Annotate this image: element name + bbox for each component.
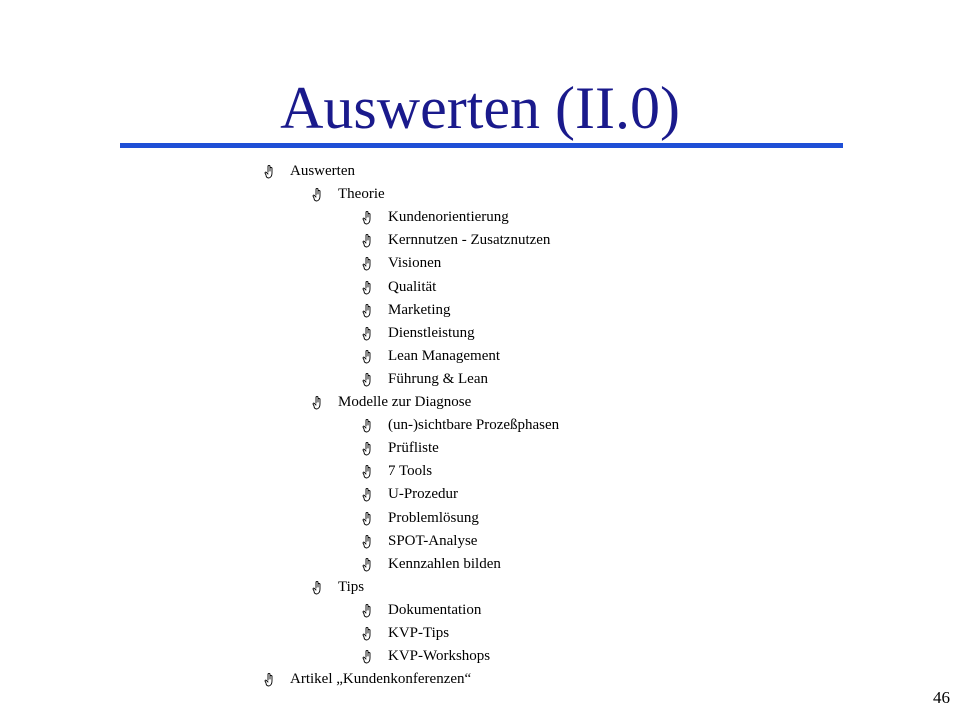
outline-item-level-3 [362, 345, 500, 368]
outline-item-label: U-Prozedur [388, 486, 458, 502]
hand-pointer-icon [362, 419, 372, 433]
outline-item-level-3 [362, 368, 488, 391]
hand-pointer-icon [362, 442, 372, 456]
hand-pointer-icon [362, 257, 372, 271]
outline-item-label: Kennzahlen bilden [388, 556, 501, 572]
outline-item-level-3 [362, 299, 450, 322]
outline-item-level-3 [362, 206, 509, 229]
outline-item-label: Problemlösung [388, 510, 479, 526]
outline-item-level-3 [362, 645, 490, 668]
hand-pointer-icon [362, 304, 372, 318]
hand-pointer-icon [362, 327, 372, 341]
outline-item-label: Führung & Lean [388, 371, 488, 387]
outline-item-label: KVP-Tips [388, 625, 450, 641]
hand-pointer-icon [362, 604, 372, 618]
outline-item-label: (un-)sichtbare Prozeßphasen [388, 417, 560, 433]
outline-item-label: Dokumentation [388, 602, 482, 618]
outline-item-level-3 [362, 229, 550, 252]
hand-pointer-icon [362, 650, 372, 664]
hand-pointer-icon [362, 488, 372, 502]
hand-pointer-icon [312, 188, 322, 202]
hand-pointer-icon [362, 234, 372, 248]
outline-item-level-3 [362, 483, 458, 506]
outline-item-label: Theorie [338, 186, 385, 202]
hand-pointer-icon [362, 558, 372, 572]
hand-pointer-icon [362, 627, 372, 641]
outline-item-level-1 [264, 668, 471, 691]
hand-pointer-icon [362, 211, 372, 225]
outline-item-level-3 [362, 414, 559, 437]
outline-item-label: Dienstleistung [388, 325, 475, 341]
hand-pointer-icon [312, 581, 322, 595]
outline-item-label: SPOT-Analyse [388, 533, 478, 549]
outline-item-level-3 [362, 437, 439, 460]
outline-item-level-3 [362, 507, 479, 530]
outline-item-level-3 [362, 599, 481, 622]
outline-item-level-3 [362, 622, 449, 645]
hand-pointer-icon [362, 281, 372, 295]
outline-item-label: Auswerten [290, 163, 355, 179]
hand-pointer-icon [264, 673, 274, 687]
outline-item-level-1 [264, 160, 355, 183]
outline-item-level-3 [362, 322, 475, 345]
outline-item-level-2 [312, 391, 471, 414]
outline-item-level-3 [362, 276, 436, 299]
outline-item-label: Lean Management [388, 348, 501, 364]
hand-pointer-icon [362, 512, 372, 526]
hand-pointer-icon [264, 165, 274, 179]
hand-pointer-icon [362, 350, 372, 364]
outline-item-label: Qualität [388, 279, 437, 295]
outline-item-label: Modelle zur Diagnose [338, 394, 472, 410]
slide-title: Auswerten (II.0) [280, 75, 680, 141]
hand-pointer-icon [312, 396, 322, 410]
hand-pointer-icon [362, 535, 372, 549]
outline-item-label: Tips [338, 579, 365, 595]
outline-item-level-2 [312, 183, 385, 206]
hand-pointer-icon [362, 373, 372, 387]
outline-item-label: Prüfliste [388, 440, 439, 456]
page-number: 46 [933, 688, 950, 707]
outline-item-level-2 [312, 576, 364, 599]
outline-item-level-3 [362, 553, 501, 576]
outline-item-label: 7 Tools [388, 463, 433, 479]
outline-item-label: Kundenorientierung [388, 209, 509, 225]
outline-item-label: Visionen [388, 255, 442, 271]
hand-pointer-icon [362, 465, 372, 479]
title-underline [120, 143, 843, 148]
outline-item-label: KVP-Workshops [388, 648, 491, 664]
outline-item-label: Marketing [388, 302, 451, 318]
outline-item-level-3 [362, 252, 441, 275]
outline-item-label: Kernnutzen - Zusatznutzen [388, 232, 551, 248]
outline-item-level-3 [362, 530, 477, 553]
outline-item-label: Artikel „Kundenkonferenzen“ [290, 671, 472, 687]
outline-item-level-3 [362, 460, 432, 483]
